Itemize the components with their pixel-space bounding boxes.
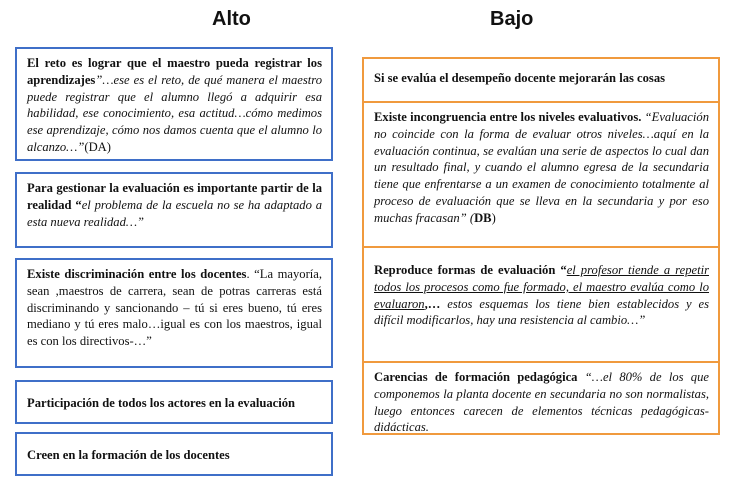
alto-5-heading: Creen en la formación de los docentes <box>27 448 230 462</box>
alto-1-source: (DA) <box>84 139 111 154</box>
bajo-2-heading: Existe incongruencia entre los niveles evaluativos. <box>374 110 642 124</box>
alto-3-heading: Existe discriminación entre los docentes <box>27 267 247 281</box>
bajo-box-4 <box>364 361 718 433</box>
bajo-table <box>362 57 720 435</box>
alto-box-5 <box>15 432 333 476</box>
bajo-2-quote: “Evaluación no coincide con la forma de evaluar otros niveles…aquí en la evaluación continua, se evalúan una serie de aspectos lo cual dan un resultado final, y cuando el alumno egresa de la secundaria tiene que enfrentarse a un examen de conocimiento totalmente al proceso de evaluación que se lleva en la secundaria y por eso muchas fracasan” ( <box>374 110 709 225</box>
alto-4-heading: Participación de todos los actores en la evaluación <box>27 396 296 410</box>
alto-2-quote: el problema de la escuela no se ha adaptado a esta nueva realidad…” <box>27 197 323 229</box>
bajo-3-underlined-quote: el profesor tiende a repetir todos los procesos como fue formado, el maestro evalúa como lo evaluaron <box>374 263 709 311</box>
bajo-3-open-quote: “ <box>560 263 567 277</box>
bajo-3-heading: Reproduce formas de evaluación <box>374 263 561 277</box>
bajo-box-3 <box>364 246 718 361</box>
alto-1-quote: ”…ese es el reto, de qué manera el maestro puede registrar que el alumno llegó a adquirir esa habilidad, ese conocimiento, esa actitud…cómo medimos ese aprendizaje, cómo nos damos cuenta que el alumno lo alcanzo…” <box>27 72 322 154</box>
bajo-4-heading: Carencias de formación pedagógica <box>374 370 585 384</box>
alto-1-heading: El reto es lograr que el maestro pueda registrar los aprendizajes <box>27 56 322 87</box>
bajo-3-ellipsis: … <box>427 296 441 311</box>
alto-box-2 <box>15 172 333 248</box>
alto-box-3 <box>15 258 333 368</box>
bajo-2-close-paren: ) <box>491 210 496 225</box>
alto-2-heading: Para gestionar la evaluación es importante partir de la realidad <box>27 181 322 212</box>
alto-2-open-quote: “ <box>75 197 82 212</box>
alto-box-4 <box>15 380 333 424</box>
bajo-1-heading: Si se evalúa el desempeño docente mejorarán las cosas <box>374 71 666 85</box>
bajo-3-quote: estos esquemas los tiene bien establecidos y es difícil modificarlos, hay una resistencia al cambio…” <box>374 296 709 328</box>
bajo-2-source: DB <box>474 210 492 225</box>
column-title-bajo: Bajo <box>490 8 534 30</box>
bajo-box-1 <box>364 59 718 101</box>
alto-box-1 <box>15 47 333 161</box>
bajo-4-quote: “…el 80% de los que componemos la planta docente en secundaria no son normalistas, luego entonces carecen de elementos técnicas pedagógicas-didácticas. <box>374 370 709 435</box>
column-title-alto: Alto <box>212 8 251 30</box>
bajo-box-2 <box>364 101 718 246</box>
bajo-3-comma: , <box>424 296 428 311</box>
alto-3-quote: . “La mayoría, sean ,maestros de carrera, sean de potras carreras está discriminando y sancionando – tú si eres bueno, tú eres mediano y tú eres malo…igual es con los maestros, igual es con los directivos-…” <box>27 267 323 349</box>
